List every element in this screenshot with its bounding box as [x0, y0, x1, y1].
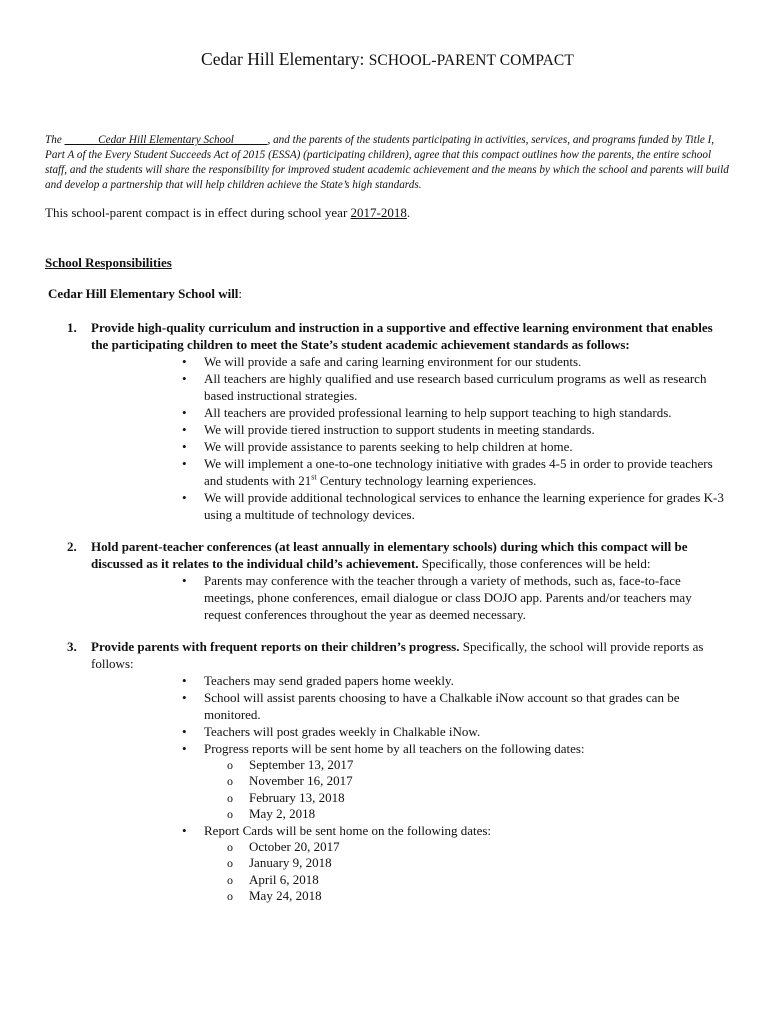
intro-prefix: The [45, 134, 62, 146]
list-item: • We will provide tiered instruction to support students in meeting standards. [204, 421, 730, 438]
section-heading: School Responsibilities [45, 255, 172, 270]
date-item: o January 9, 2018 [249, 855, 730, 871]
date-item: o April 6, 2018 [249, 872, 730, 888]
date-item: o May 24, 2018 [249, 888, 730, 904]
item-tail: Specifically, the school will provide reports as follows: [91, 639, 704, 671]
list-item [204, 740, 730, 822]
bullet-list [91, 572, 730, 623]
effect-year: 2017-2018 [350, 205, 407, 220]
item-tail: Specifically, those conferences will be held: [418, 556, 651, 571]
report-card-dates-list [204, 839, 730, 904]
item-number: 3. [67, 639, 77, 654]
date-item: o February 13, 2018 [249, 790, 730, 806]
list-item: • Parents may conference with the teacher through a variety of methods, such as, face-to-face meetings, phone conferences, email dialogue or class DOJO app. Parents and/or teachers may request conferences throughout the year as deemed necessary. [204, 572, 730, 623]
progress-dates-list [204, 757, 730, 822]
date-item: o May 2, 2018 [249, 806, 730, 822]
item-number: 1. [67, 320, 77, 335]
bullet-list [91, 353, 730, 523]
school-will-colon: : [238, 286, 243, 301]
item-heading: Hold parent-teacher conferences (at least annually in elementary schools) during which this compact will be discussed as it relates to the individual child’s achievement. [91, 539, 688, 571]
page-title [45, 0, 730, 70]
date-item: o September 13, 2017 [249, 757, 730, 773]
date-item: o October 20, 2017 [249, 839, 730, 855]
effect-prefix: This school-parent compact is in effect during school year [45, 205, 351, 220]
effect-statement [45, 205, 730, 221]
responsibility-item [45, 319, 730, 523]
intro-paragraph [45, 133, 730, 193]
list-item [204, 455, 730, 489]
list-item: • We will provide additional technological services to enhance the learning experience for grades K-3 using a multitude of technology devices. [204, 489, 730, 523]
list-item: • All teachers are highly qualified and use research based curriculum programs as well as research based instructional strategies. [204, 370, 730, 404]
intro-text: , and the parents of the students participating in activities, services, and programs funded by Title I, Part A of the Every Student Succeeds Act of 2015 (ESSA) (participating children), agree that this compact outlines how the parents, the entire school staff, and the students will share the responsibility for improved student academic achievement and the means by which the school and parents will build and develop a partnership that will help children achieve the State’s high standards. [45, 134, 729, 191]
responsibilities-list [45, 319, 730, 904]
intro-school-name: ______Cedar Hill Elementary School______ [64, 134, 268, 146]
effect-suffix: . [406, 205, 411, 220]
list-item: • Teachers may send graded papers home weekly. [204, 672, 730, 689]
list-item [204, 822, 730, 904]
tech-bullet-text-a: We will implement a one-to-one technology initiative with grades 4-5 in order to provide teachers and students with 21 [204, 456, 713, 488]
item-heading: Provide high-quality curriculum and instruction in a supportive and effective learning environment that enables the participating children to meet the State’s student academic achievement standards as follows: [91, 320, 713, 352]
list-item: • School will assist parents choosing to have a Chalkable iNow account so that grades can be monitored. [204, 689, 730, 723]
title-school: Cedar Hill Elementary: [201, 49, 365, 69]
list-item: • Teachers will post grades weekly in Chalkable iNow. [204, 723, 730, 740]
tech-bullet-text-b: Century technology learning experiences. [316, 473, 537, 488]
list-item: • All teachers are provided professional learning to help support teaching to high standards. [204, 404, 730, 421]
tech-bullet-sup: st [311, 472, 317, 482]
bullet-list [91, 672, 730, 904]
school-will-line [48, 286, 730, 302]
list-item: • We will provide assistance to parents seeking to help children at home. [204, 438, 730, 455]
item-heading: Provide parents with frequent reports on their children’s progress. [91, 639, 460, 654]
progress-reports-label: Progress reports will be sent home by all teachers on the following dates: [204, 741, 585, 756]
responsibility-item [45, 538, 730, 623]
school-will-name: Cedar Hill Elementary School will [48, 286, 239, 301]
title-compact: SCHOOL-PARENT COMPACT [368, 52, 574, 69]
responsibility-item [45, 638, 730, 904]
report-cards-label: Report Cards will be sent home on the following dates: [204, 823, 492, 839]
list-item: • We will provide a safe and caring learning environment for our students. [204, 353, 730, 370]
item-number: 2. [67, 539, 77, 554]
date-item: o November 16, 2017 [249, 773, 730, 789]
